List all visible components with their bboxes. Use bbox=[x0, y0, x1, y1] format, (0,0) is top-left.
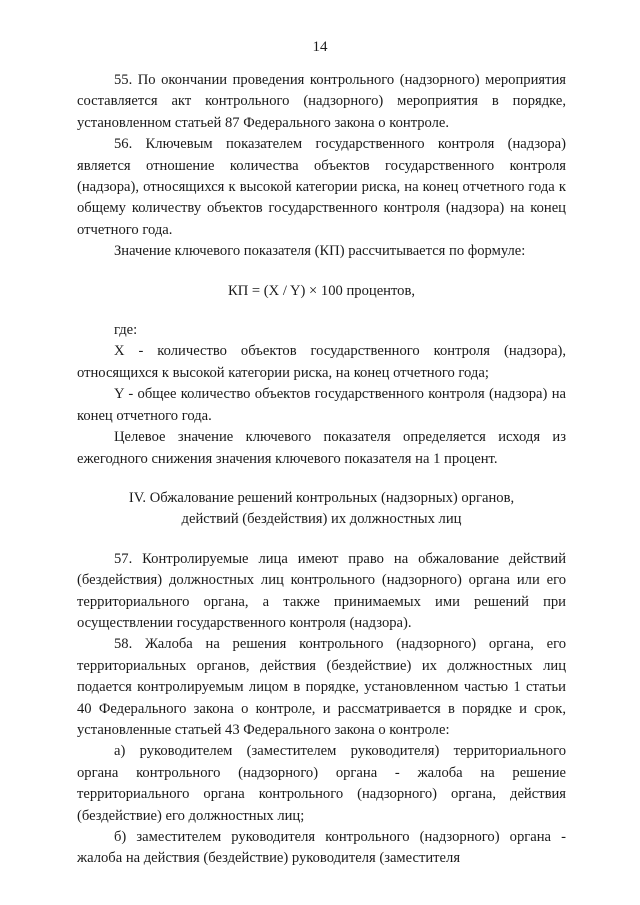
paragraph-55: 55. По окончании проведения контрольного (надзорного) мероприятия составляется акт контрольного (надзорного) мероприятия в порядке, установленном статьей 87 Федерального закона о контроле. bbox=[77, 72, 566, 131]
formula-intro: Значение ключевого показателя (КП) рассчитывается по формуле: bbox=[114, 243, 526, 260]
paragraph-57: 57. Контролируемые лица имеют право на обжалование действий (бездействия) должностных лиц контрольного (надзорного) органа или его территориального органа, а также принимаемых ими решений при осуществлении государственного контроля (надзора). bbox=[77, 550, 566, 631]
list-item-a: а) руководителем (заместителем руководителя) территориального органа контрольного (надзорного) органа - жалоба на решение территориального органа контрольного (надзорного) органа, действия (бездействие) его должностных лиц; bbox=[77, 743, 566, 824]
list-item-b: б) заместителем руководителя контрольного (надзорного) органа - жалоба на действия (бездействие) руководителя (заместителя bbox=[77, 829, 566, 867]
spacer bbox=[77, 263, 566, 281]
paragraph-58: 58. Жалоба на решения контрольного (надзорного) органа, его территориальных органов, действия (бездействие) их должностных лиц подается контролируемым лицом в порядке, установленном частью 1 статьи 40 Федерального закона о контроле, и рассматривается в порядке и срок, установленные статьей 43 Федерального закона о контроле: bbox=[77, 636, 566, 738]
page-number: 14 bbox=[312, 39, 328, 55]
section-heading-line-2: действий (бездействия) их должностных лиц bbox=[181, 511, 462, 528]
spacer bbox=[77, 302, 566, 320]
definition-x: X - количество объектов государственного контроля (надзора), относящихся к высокой категории риска, на конец отчетного года; bbox=[77, 343, 566, 381]
where-label: где: bbox=[114, 322, 138, 339]
document-body bbox=[77, 70, 566, 870]
spacer bbox=[77, 531, 566, 549]
target-value-paragraph: Целевое значение ключевого показателя определяется исходя из ежегодного снижения значения ключевого показателя на 1 процент. bbox=[77, 429, 566, 467]
spacer bbox=[77, 470, 566, 488]
section-heading-line-1: IV. Обжалование решений контрольных (надзорных) органов, bbox=[128, 489, 515, 506]
paragraph-56: 56. Ключевым показателем государственного контроля (надзора) является отношение количества объектов государственного контроля (надзора), относящихся к высокой категории риска, на конец отчетного года к общему количеству объектов государственного контроля (надзора) на конец отчетного года. bbox=[77, 136, 566, 238]
formula: КП = (X / Y) × 100 процентов, bbox=[228, 282, 415, 299]
definition-y: Y - общее количество объектов государственного контроля (надзора) на конец отчетного года. bbox=[77, 386, 566, 424]
